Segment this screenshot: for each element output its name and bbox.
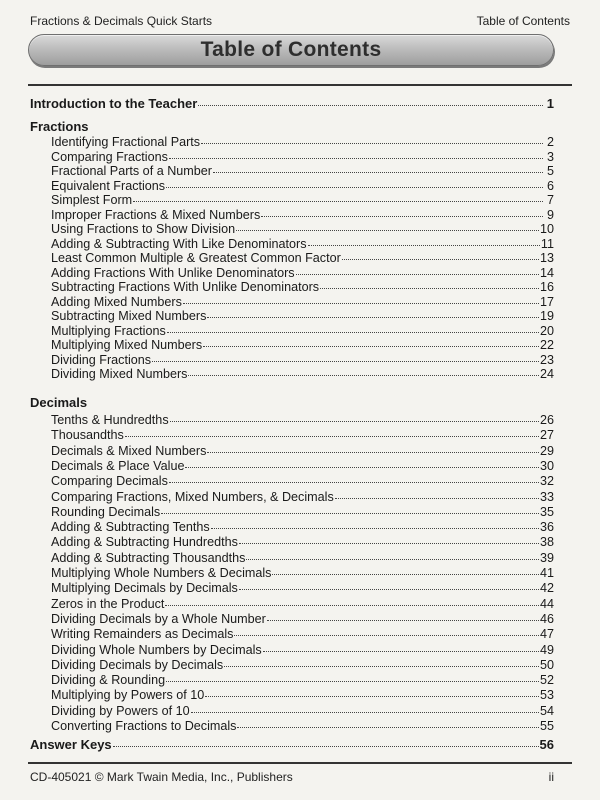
toc-page-number: 56 xyxy=(539,737,554,752)
toc-label: Dividing Whole Numbers by Decimals xyxy=(51,642,262,657)
toc-label: Comparing Decimals xyxy=(51,474,168,489)
dot-leader xyxy=(198,105,543,106)
dot-leader xyxy=(272,574,539,575)
toc-entry-answer-keys[interactable] xyxy=(30,738,554,752)
toc-page-number: 47 xyxy=(539,627,554,642)
title-banner xyxy=(28,34,554,66)
toc-page-number: 53 xyxy=(539,688,554,703)
toc-entry[interactable] xyxy=(51,324,554,338)
toc-entry[interactable] xyxy=(51,581,554,595)
dot-leader xyxy=(125,436,539,437)
dot-leader xyxy=(224,666,539,667)
toc-entry[interactable] xyxy=(51,428,554,442)
toc-entry[interactable] xyxy=(51,551,554,565)
toc-page-number: 6 xyxy=(546,178,554,193)
book-title: Fractions & Decimals Quick Starts xyxy=(30,14,213,28)
toc-label: Introduction to the Teacher xyxy=(30,96,198,111)
dot-leader xyxy=(308,245,540,246)
dot-leader xyxy=(166,187,543,188)
toc-label: Zeros in the Product xyxy=(51,596,165,611)
toc-label: Adding Fractions With Unlike Denominators xyxy=(51,265,295,280)
dot-leader xyxy=(261,216,543,217)
dot-leader xyxy=(183,303,539,304)
toc-page-number: 36 xyxy=(539,520,554,535)
toc-entry[interactable] xyxy=(51,535,554,549)
toc-entry[interactable] xyxy=(51,251,554,265)
toc-entry[interactable] xyxy=(51,150,554,164)
toc-page-number: 41 xyxy=(539,566,554,580)
toc-entry[interactable] xyxy=(51,490,554,504)
toc-label: Using Fractions to Show Division xyxy=(51,222,236,236)
toc-label: Dividing Decimals by a Whole Number xyxy=(51,611,266,626)
toc-label: Adding & Subtracting With Like Denominators xyxy=(51,236,307,251)
toc-entry[interactable] xyxy=(51,280,554,294)
toc-page-number: 55 xyxy=(539,719,554,733)
dot-leader xyxy=(165,605,539,606)
toc-label: Multiplying Fractions xyxy=(51,323,166,338)
section-name: Table of Contents xyxy=(476,14,570,28)
dot-leader xyxy=(263,651,539,652)
publisher-credit: CD-405021 © Mark Twain Media, Inc., Publishers xyxy=(30,770,293,784)
toc-label: Decimals & Place Value xyxy=(51,458,185,473)
dot-leader xyxy=(335,498,539,499)
toc-entry[interactable] xyxy=(51,338,554,352)
toc-label: Subtracting Fractions With Unlike Denominators xyxy=(51,280,320,294)
toc-label: Dividing & Rounding xyxy=(51,673,166,688)
toc-label: Improper Fractions & Mixed Numbers xyxy=(51,207,261,222)
toc-page-number: 5 xyxy=(546,164,554,178)
toc-page-number: 19 xyxy=(539,309,554,323)
toc-label: Least Common Multiple & Greatest Common Factor xyxy=(51,251,341,265)
toc-page-number: 2 xyxy=(546,135,554,149)
dot-leader xyxy=(201,143,543,144)
dot-leader xyxy=(161,513,539,514)
toc-entry[interactable] xyxy=(51,505,554,519)
dot-leader xyxy=(170,421,539,422)
toc-page-number: 54 xyxy=(539,703,554,718)
toc-entry[interactable] xyxy=(51,704,554,718)
toc-page-number: 30 xyxy=(539,458,554,473)
toc-page-number: 50 xyxy=(539,657,554,672)
toc-entry[interactable] xyxy=(51,193,554,207)
toc-entry[interactable] xyxy=(51,353,554,367)
toc-page-number: 16 xyxy=(539,280,554,294)
toc-entry[interactable] xyxy=(51,474,554,488)
dot-leader xyxy=(205,696,539,697)
toc-entry[interactable] xyxy=(51,459,554,473)
dot-leader xyxy=(185,467,539,468)
toc-label: Equivalent Fractions xyxy=(51,178,166,193)
toc-page-number: 42 xyxy=(539,581,554,596)
toc-page-number: 20 xyxy=(539,323,554,338)
toc-label: Dividing Fractions xyxy=(51,352,152,367)
toc-entry[interactable] xyxy=(51,612,554,626)
toc-entry[interactable] xyxy=(51,367,554,381)
dot-leader xyxy=(213,172,543,173)
toc-label: Adding Mixed Numbers xyxy=(51,294,182,309)
toc-page-number: 7 xyxy=(546,193,554,207)
dot-leader xyxy=(203,346,539,347)
toc-label: Simplest Form xyxy=(51,193,133,207)
dot-leader xyxy=(342,259,539,260)
toc-page-number: 27 xyxy=(539,428,554,443)
toc-page-number: 14 xyxy=(539,265,554,280)
toc-entry[interactable] xyxy=(51,309,554,323)
toc-entry[interactable] xyxy=(51,295,554,309)
toc-page-number: 23 xyxy=(539,352,554,367)
toc-entry[interactable] xyxy=(51,688,554,702)
toc-entry[interactable] xyxy=(51,266,554,280)
toc-label: Multiplying Decimals by Decimals xyxy=(51,581,238,596)
dot-leader xyxy=(169,158,543,159)
dot-leader xyxy=(207,452,539,453)
dot-leader xyxy=(239,589,539,590)
toc-entry[interactable] xyxy=(51,658,554,672)
toc-page-number: 44 xyxy=(539,596,554,611)
toc-entry[interactable] xyxy=(51,444,554,458)
toc-page-number: 9 xyxy=(546,207,554,222)
dot-leader xyxy=(152,361,539,362)
toc-entry[interactable] xyxy=(51,643,554,657)
toc-label: Converting Fractions to Decimals xyxy=(51,719,237,733)
toc-label: Dividing by Powers of 10 xyxy=(51,703,190,718)
toc-label: Comparing Fractions, Mixed Numbers, & Decimals xyxy=(51,489,334,504)
toc-label: Dividing Mixed Numbers xyxy=(51,367,188,381)
toc-entry[interactable] xyxy=(51,719,554,733)
page-title: Table of Contents xyxy=(200,38,382,61)
toc-page-number: 26 xyxy=(539,413,554,427)
toc-entry[interactable] xyxy=(51,208,554,222)
toc-label: Tenths & Hundredths xyxy=(51,413,169,427)
toc-entry[interactable] xyxy=(51,413,554,427)
dot-leader xyxy=(191,712,539,713)
toc-label: Dividing Decimals by Decimals xyxy=(51,657,224,672)
toc-entry[interactable] xyxy=(51,164,554,178)
toc-entry[interactable] xyxy=(51,520,554,534)
toc-entry[interactable] xyxy=(51,237,554,251)
section-heading-decimals: Decimals xyxy=(30,395,88,410)
toc-label: Identifying Fractional Parts xyxy=(51,135,201,149)
toc-entry[interactable] xyxy=(51,222,554,236)
section-heading-fractions: Fractions xyxy=(30,119,89,134)
dot-leader xyxy=(320,288,539,289)
toc-page-number: 22 xyxy=(539,338,554,352)
toc-label: Adding & Subtracting Thousandths xyxy=(51,550,246,565)
dot-leader xyxy=(296,274,539,275)
toc-label: Adding & Subtracting Hundredths xyxy=(51,535,238,550)
dot-leader xyxy=(133,201,543,202)
toc-page-number: 24 xyxy=(539,367,554,381)
toc-label: Multiplying Whole Numbers & Decimals xyxy=(51,566,272,580)
dot-leader xyxy=(167,332,539,333)
toc-label: Subtracting Mixed Numbers xyxy=(51,309,207,323)
dot-leader xyxy=(169,482,539,483)
toc-label: Rounding Decimals xyxy=(51,504,161,519)
dot-leader xyxy=(239,543,539,544)
dot-leader xyxy=(207,317,539,318)
toc-entry[interactable] xyxy=(51,673,554,687)
bottom-rule xyxy=(28,762,572,764)
dot-leader xyxy=(113,746,539,747)
toc-page-number: 3 xyxy=(546,149,554,164)
toc-label: Fractional Parts of a Number xyxy=(51,164,212,178)
page-footer xyxy=(30,770,554,784)
toc-page-number: 46 xyxy=(539,611,554,626)
toc-label: Comparing Fractions xyxy=(51,149,168,164)
toc-page-number: 11 xyxy=(540,236,554,251)
page-number: ii xyxy=(548,770,554,784)
toc-page-number: 35 xyxy=(539,504,554,519)
toc-label: Thousandths xyxy=(51,428,124,443)
toc-entry-introduction[interactable] xyxy=(30,97,554,111)
toc-label: Decimals & Mixed Numbers xyxy=(51,443,207,458)
dot-leader xyxy=(234,635,539,636)
toc-page-number: 39 xyxy=(539,550,554,565)
toc-page-number: 10 xyxy=(539,222,554,236)
dot-leader xyxy=(188,375,539,376)
toc-entry[interactable] xyxy=(51,179,554,193)
dot-leader xyxy=(246,559,539,560)
toc-label: Answer Keys xyxy=(30,737,112,752)
toc-entry[interactable] xyxy=(51,597,554,611)
toc-label: Multiplying Mixed Numbers xyxy=(51,338,203,352)
toc-page-number: 17 xyxy=(539,294,554,309)
dot-leader xyxy=(236,230,539,231)
toc-label: Adding & Subtracting Tenths xyxy=(51,520,210,535)
toc-page-number: 52 xyxy=(539,673,554,688)
top-rule xyxy=(28,84,572,86)
toc-page-number: 1 xyxy=(546,96,554,111)
toc-page-number: 49 xyxy=(539,642,554,657)
toc-page-number: 33 xyxy=(539,489,554,504)
dot-leader xyxy=(211,528,539,529)
toc-entry[interactable] xyxy=(51,566,554,580)
toc-entry[interactable] xyxy=(51,135,554,149)
dot-leader xyxy=(267,620,539,621)
dot-leader xyxy=(166,681,539,682)
toc-page-number: 13 xyxy=(539,251,554,265)
toc-page-number: 38 xyxy=(539,535,554,550)
running-header xyxy=(30,14,570,28)
toc-page-number: 32 xyxy=(539,474,554,489)
toc-page-number: 29 xyxy=(539,443,554,458)
toc-label: Writing Remainders as Decimals xyxy=(51,627,234,642)
toc-entry[interactable] xyxy=(51,627,554,641)
dot-leader xyxy=(237,727,539,728)
toc-label: Multiplying by Powers of 10 xyxy=(51,688,205,703)
